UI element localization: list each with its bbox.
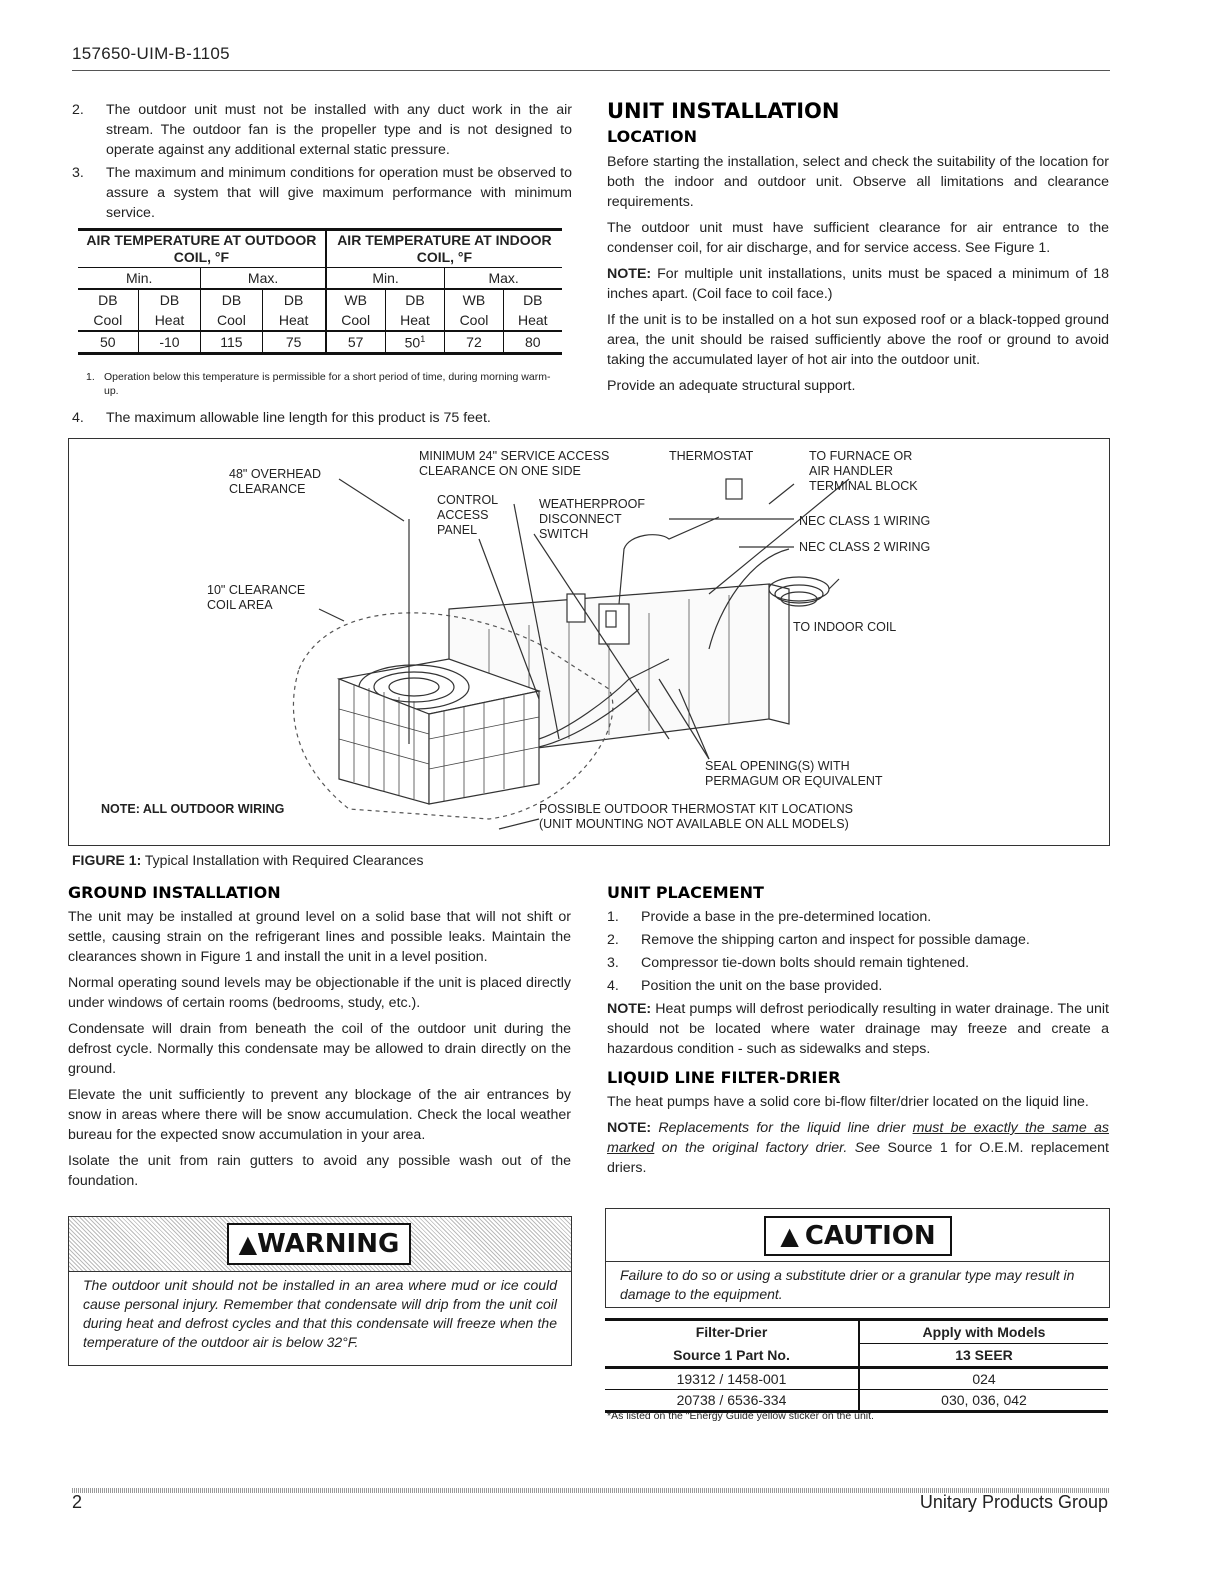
furnace-label: TO FURNACE OR AIR HANDLER TERMINAL BLOCK [809, 449, 918, 493]
temperature-table: AIR TEMPERATURE AT OUTDOOR COIL, °F AIR TEMPERATURE AT INDOOR COIL, °F Min. Max. Min. Max. DB DB DB DB WB DB WB DB Cool Heat Cool Heat Cool Heat Cool Heat 50 -10 115 75 57 $50^1$ 72 80 [78, 228, 562, 355]
table-footnote: 1. Operation below this temperature is permissible for a short period of time, during morning warm-up. [86, 371, 551, 397]
table-cell: 115 [201, 331, 262, 354]
table-cell: 80 [525, 334, 541, 350]
filter-drier-table: Filter-Drier Apply with Models Source 1 Part No. 13 SEER 19312 / 1458-001 024 20738 / 6536-334 030, 036, 042 [605, 1318, 1108, 1413]
service-access-label: MINIMUM 24" SERVICE ACCESS CLEARANCE ON ONE SIDE [419, 449, 610, 478]
list-item: 3. Compressor tie-down bolts should remain tightened. [607, 955, 970, 971]
table-cell: 024 [972, 1371, 996, 1387]
caution-label: ▲ CAUTION [764, 1216, 952, 1256]
warning-triangle-icon: ▲ [238, 1230, 258, 1258]
seal-openings-label: SEAL OPENING(S) WITH PERMAGUM OR EQUIVALENT [705, 759, 883, 788]
caution-triangle-icon: ▲ [780, 1222, 799, 1250]
warning-banner [69, 1217, 571, 1272]
table-cell: 72 [445, 331, 503, 354]
warning-label: ▲ WARNING [227, 1223, 411, 1265]
ground-installation-section: GROUND INSTALLATION The unit may be installed at ground level on a solid base that will not shift or settle, causing strain on the refrigerant lines and possible leaks. Maintain the clearances shown in Figure 1 and install the unit in a level position. Normal operating sound levels may be objectionable if the unit is placed directly under windows of certain rooms (bedrooms, study, etc.). Condensate will drain from beneath the coil of the outdoor unit during the defrost cycle. Normally this condensate may be allowed to drain directly on the ground. Elevate the unit sufficiently to prevent any blockage of the air entrances by snow in areas where there will be snow accumulation. Check the local weather bureau for the expected snow accumulation in your area. Isolate the unit from rain gutters to avoid any possible wash out of the foundation. [68, 883, 571, 1189]
table-cell: 030, 036, 042 [941, 1392, 1027, 1408]
table-cell: 50 [78, 331, 138, 354]
list-item: 2. Remove the shipping carton and inspect for possible damage. [607, 932, 1030, 948]
coil-clearance-label: 10" CLEARANCE COIL AREA [207, 583, 306, 612]
thermostat-kit-label: POSSIBLE OUTDOOR THERMOSTAT KIT LOCATIONS (UNIT MOUNTING NOT AVAILABLE ON ALL MODELS) [539, 802, 853, 831]
company-name: Unitary Products Group [919, 1492, 1108, 1512]
list-item: 2. The outdoor unit must not be installed with any duct work in the air stream. The outdoor fan is the propeller type and is not designed to operate against any additional external static pressure. [72, 102, 572, 158]
page-number: 2 [72, 1492, 83, 1512]
figure-caption: FIGURE 1: Typical Installation with Required Clearances [72, 852, 424, 868]
header-rule [72, 70, 1110, 71]
caution-banner [606, 1209, 1109, 1262]
outdoor-coil-header: AIR TEMPERATURE AT OUTDOOR COIL, °F [78, 230, 326, 268]
table-cell: $50^1$ [385, 331, 445, 354]
installation-figure [68, 438, 1110, 846]
table-cell: 75 [262, 331, 326, 354]
list-item: 4. Position the unit on the base provided. [607, 978, 883, 994]
indoor-coil-label: TO INDOOR COIL [793, 620, 897, 634]
list-item: 1. Provide a base in the pre-determined location. [607, 909, 932, 925]
section-title: GROUND INSTALLATION [68, 883, 281, 902]
control-panel-label: CONTROL ACCESS PANEL [437, 493, 499, 537]
subsection-title: LOCATION [607, 127, 697, 146]
thermostat-label: THERMOSTAT [669, 449, 754, 463]
nec-class1-label: NEC CLASS 1 WIRING [799, 514, 931, 528]
disconnect-label: WEATHERPROOF DISCONNECT SWITCH [539, 497, 646, 541]
caution-text: Failure to do so or using a substitute drier or a granular type may result in damage to the equipment. [620, 1267, 1075, 1302]
operation-notes [72, 100, 572, 223]
nec-class2-label: NEC CLASS 2 WIRING [799, 540, 931, 554]
indoor-coil-header: AIR TEMPERATURE AT INDOOR COIL, °F [337, 232, 552, 265]
overhead-clearance-label: 48" OVERHEAD CLEARANCE [229, 467, 321, 496]
warning-box [68, 1216, 572, 1366]
list-item: 4. The maximum allowable line length for this product is 75 feet. [72, 410, 491, 426]
table-cell: 57 [326, 331, 385, 354]
filter-table-footnote: *As listed on the "Energy Guide yellow sticker on the unit. [607, 1410, 874, 1422]
table-cell: 20738 / 6536-334 [605, 1390, 859, 1412]
section-title: UNIT PLACEMENT [607, 883, 764, 902]
table-cell: 19312 / 1458-001 [605, 1368, 859, 1390]
outdoor-wiring-note: NOTE: ALL OUTDOOR WIRING [101, 802, 285, 816]
section-title: UNIT INSTALLATION [607, 99, 840, 123]
section-title: LIQUID LINE FILTER-DRIER [607, 1068, 841, 1087]
warning-text: The outdoor unit should not be installed in an area where mud or ice could cause personal injury. Remember that condensate will drip from the unit coil during heat and defrost cycles and that this condensate will freeze when the temperature of the outdoor air is below 32°F. [83, 1277, 557, 1350]
caution-box [605, 1208, 1110, 1308]
document-code: 157650-UIM-B-1105 [72, 44, 230, 63]
unit-placement-section: UNIT PLACEMENT 1. Provide a base in the pre-determined location. 2. Remove the shipping carton and inspect for possible damage. 3. Compressor tie-down bolts should remain tightened. 4. Position the unit on the base provided. NOTE: Heat pumps will defrost periodically resulting in water drainage. The unit should not be located where water drainage may freeze and create a hazardous condition - such as sidewalks and steps. LIQUID LINE FILTER-DRIER The heat pumps have a solid core bi-flow filter/drier located on the liquid line. NOTE: Replacements for the liquid line drier must be exactly the same as marked on the original factory drier. See Source 1 for O.E.M. replacement driers. [607, 883, 1109, 1176]
unit-installation-section: UNIT INSTALLATION LOCATION Before starting the installation, select and check the suitability of the location for both the indoor and outdoor unit. Observe all limitations and clearance requirements. The outdoor unit must have sufficient clearance for air entrance to the condenser coil, for air discharge, and for service access. See Figure 1. NOTE: For multiple unit installations, units must be spaced a minimum of 18 inches apart. (Coil face to coil face.) If the unit is to be installed on a hot sun exposed roof or a black-topped ground area, the unit should be raised sufficiently above the roof or ground to avoid taking the accumulated layer of hot air into the outdoor unit. Provide an adequate structural support. [607, 99, 1109, 394]
table-cell: -10 [138, 331, 201, 354]
list-item: 3. The maximum and minimum conditions for operation must be observed to assure a system that will give maximum performance with minimum service. [72, 165, 572, 221]
